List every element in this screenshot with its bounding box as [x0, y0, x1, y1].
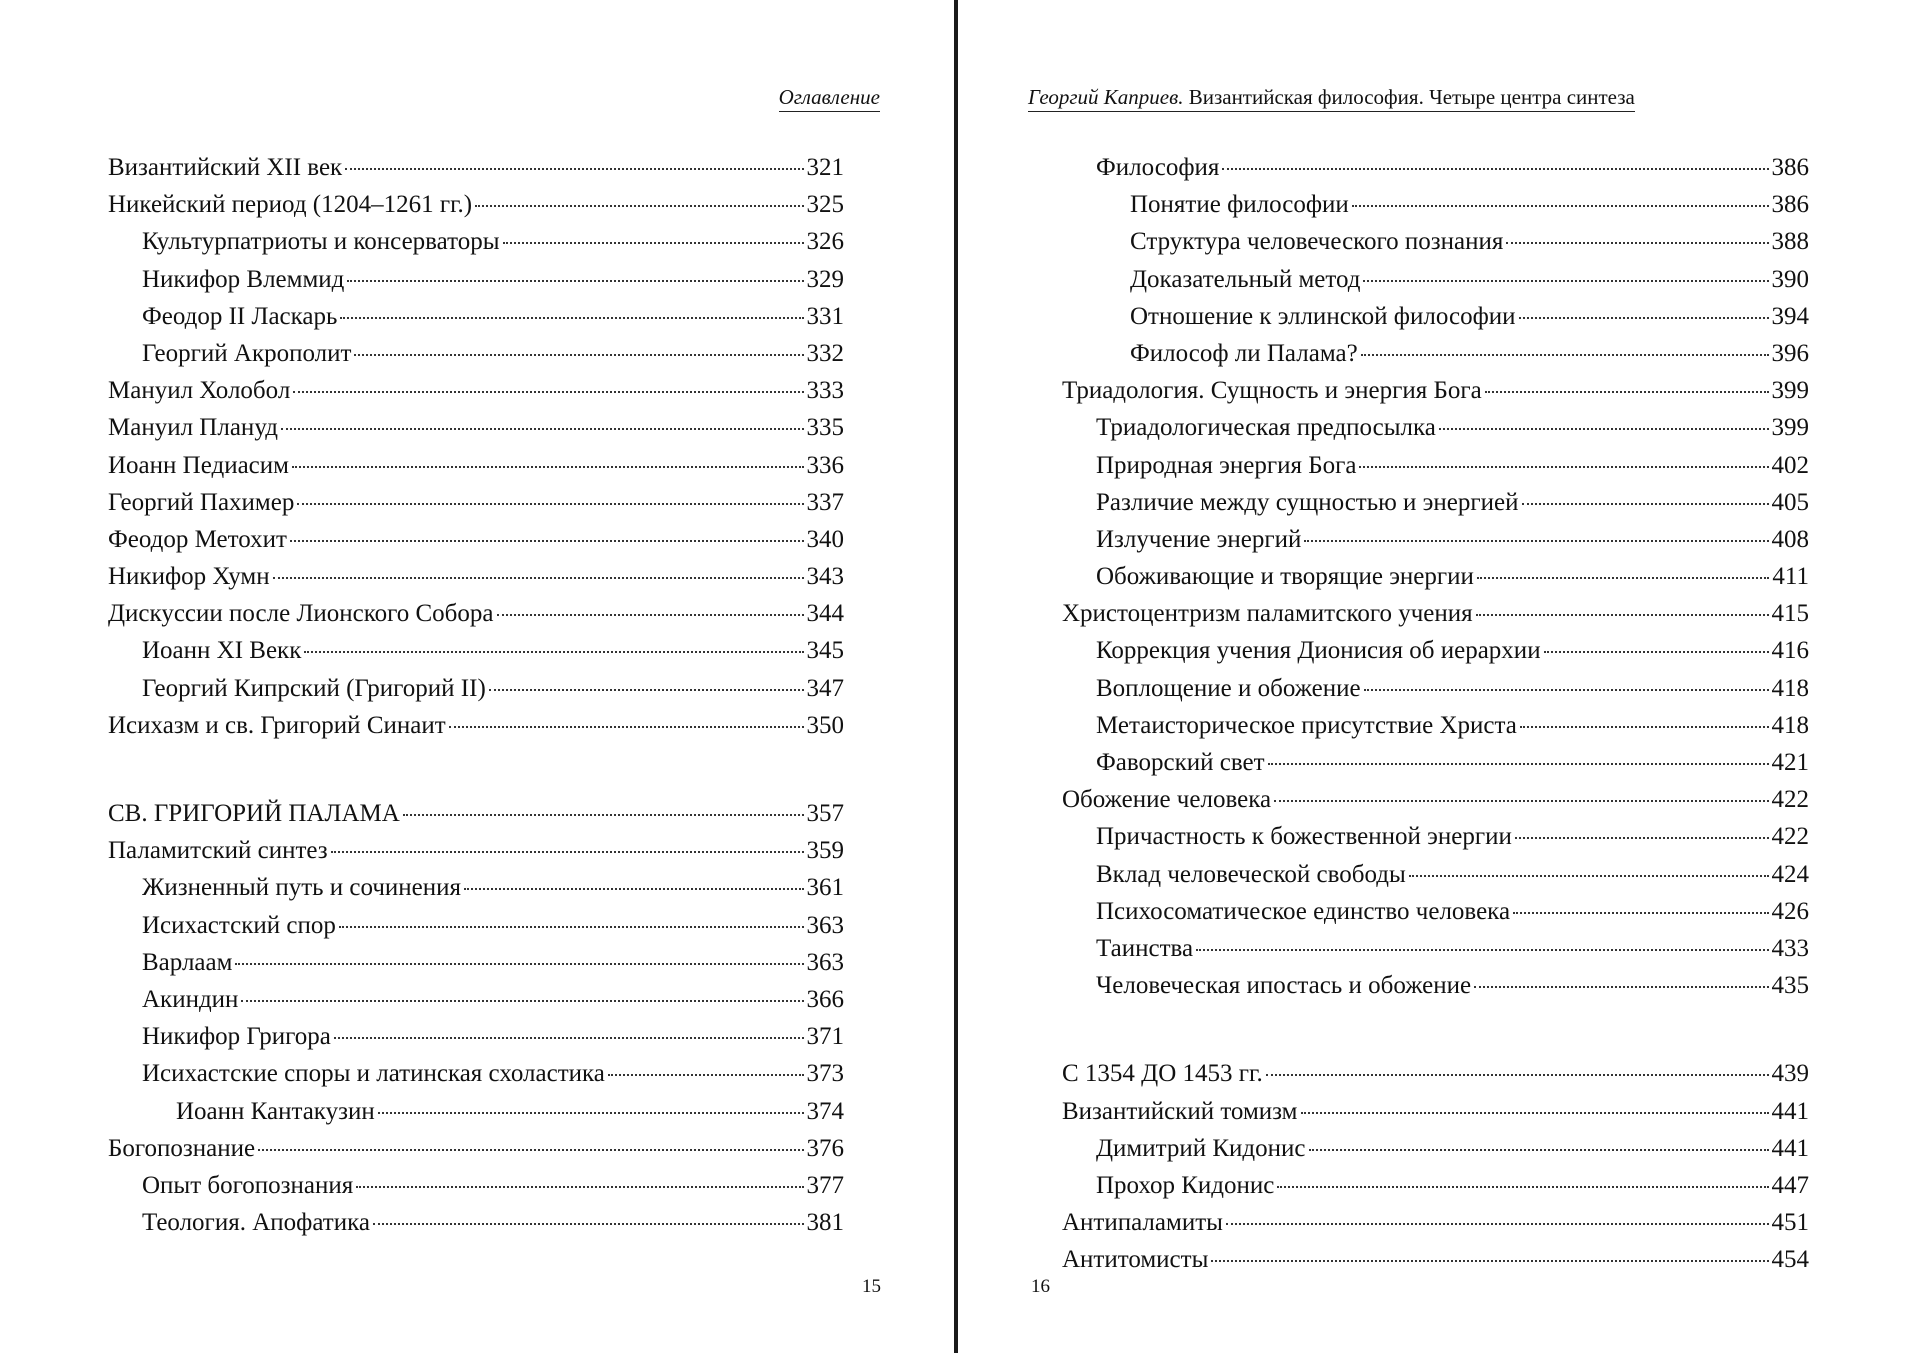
toc-entry[interactable] [1062, 632, 1809, 669]
toc-entry[interactable] [108, 186, 844, 223]
dot-leader [293, 391, 803, 393]
toc-entry[interactable] [1062, 595, 1809, 632]
toc-entry-title: Георгий Акрополит [142, 339, 352, 367]
dot-leader [1309, 1149, 1769, 1151]
toc-entry-title: Паламитский синтез [108, 837, 328, 865]
toc-entry-page: 435 [1771, 972, 1809, 1000]
toc-entry-page: 363 [806, 948, 844, 976]
toc-entry-title: СВ. ГРИГОРИЙ ПАЛАМА [108, 800, 400, 827]
toc-entry-title: Причастность к божественной энергии [1096, 823, 1512, 851]
toc-entry-page: 344 [806, 600, 844, 628]
dot-leader [345, 168, 803, 170]
dot-leader [1477, 577, 1770, 579]
dot-leader [1485, 391, 1769, 393]
dot-leader [273, 577, 804, 579]
toc-entry[interactable] [108, 261, 844, 298]
toc-entry[interactable] [1062, 1055, 1809, 1092]
toc-entry-page: 321 [806, 154, 844, 181]
toc-entry[interactable] [1062, 1167, 1809, 1204]
toc-entry-title: Обожение человека [1062, 786, 1272, 814]
toc-entry[interactable] [1062, 409, 1809, 446]
dot-leader [235, 963, 803, 965]
toc-entry[interactable] [108, 1055, 844, 1092]
toc-entry[interactable] [1062, 818, 1809, 855]
toc-entry-title: Вклад человеческой свободы [1096, 860, 1406, 888]
toc-entry-page: 337 [806, 488, 844, 516]
toc-entry-title: Феодор Метохит [108, 525, 287, 553]
dot-leader [1196, 949, 1768, 951]
toc-entry[interactable] [1062, 261, 1809, 298]
toc-entry-title: Георгий Пахимер [108, 488, 295, 516]
toc-entry-page: 408 [1771, 525, 1809, 553]
toc-entry-title: Обоживающие и творящие энергии [1096, 563, 1474, 591]
dot-leader [339, 926, 804, 928]
dot-leader [290, 540, 804, 542]
toc-entry[interactable] [108, 521, 844, 558]
header-title: Оглавление [778, 85, 880, 109]
dot-leader [1301, 1112, 1769, 1114]
toc-entry-title: Прохор Кидонис [1096, 1171, 1275, 1199]
toc-entry-title: Человеческая ипостась и обожение [1096, 972, 1472, 1000]
toc-entry-title: Психосоматическое единство человека [1096, 897, 1511, 925]
toc-entry-title: Византийский томизм [1062, 1097, 1298, 1125]
toc-entry-title: Димитрий Кидонис [1096, 1134, 1306, 1162]
toc-entry-page: 374 [806, 1097, 844, 1125]
toc-list-left [108, 149, 844, 1241]
toc-entry-page: 333 [806, 377, 844, 405]
dot-leader [403, 814, 804, 816]
toc-entry-page: 336 [806, 451, 844, 479]
toc-entry-title: Богопознание [108, 1134, 256, 1162]
toc-entry[interactable] [108, 409, 844, 446]
toc-entry-title: Триадологическая предпосылка [1096, 414, 1436, 442]
toc-entry-page: 439 [1771, 1060, 1809, 1088]
toc-entry-page: 377 [806, 1171, 844, 1199]
toc-entry-page: 343 [806, 563, 844, 591]
toc-entry-page: 415 [1771, 600, 1809, 628]
toc-entry[interactable] [1062, 930, 1809, 967]
toc-entry-page: 347 [806, 674, 844, 702]
dot-leader [1361, 354, 1769, 356]
toc-entry[interactable] [108, 944, 844, 981]
toc-entry-page: 325 [806, 191, 844, 219]
toc-entry[interactable] [108, 981, 844, 1018]
toc-entry-title: Философия [1096, 154, 1220, 181]
dot-leader [356, 1186, 803, 1188]
toc-entry[interactable] [1062, 186, 1809, 223]
toc-entry-page: 426 [1771, 897, 1809, 925]
toc-entry-title: Дискуссии после Лионского Собора [108, 600, 494, 628]
toc-entry[interactable] [108, 707, 844, 744]
toc-entry[interactable] [1062, 744, 1809, 781]
toc-entry-title: Иоанн Педиасим [108, 451, 289, 479]
toc-entry-title: Иоанн Кантакузин [176, 1097, 375, 1125]
toc-entry-title: Жизненный путь и сочинения [142, 874, 462, 902]
toc-entry-title: Исихастский спор [142, 911, 336, 939]
dot-leader [297, 503, 803, 505]
toc-entry-title: Никифор Хумн [108, 563, 270, 591]
toc-entry-page: 357 [806, 800, 844, 827]
dot-leader [1274, 800, 1768, 802]
toc-entry[interactable] [108, 1018, 844, 1055]
toc-entry[interactable] [108, 1130, 844, 1167]
toc-entry-page: 422 [1771, 786, 1809, 814]
toc-entry-title: Иоанн XI Векк [142, 637, 302, 665]
dot-leader [1364, 689, 1769, 691]
dot-leader [1506, 242, 1768, 244]
dot-leader [449, 726, 804, 728]
dot-leader [304, 651, 803, 653]
dot-leader [1409, 875, 1769, 877]
toc-entry-title: Византийский XII век [108, 154, 343, 181]
toc-entry-page: 390 [1771, 265, 1809, 293]
toc-entry[interactable] [108, 795, 844, 832]
toc-entry[interactable] [1062, 149, 1809, 186]
toc-entry-title: С 1354 ДО 1453 гг. [1062, 1060, 1263, 1088]
toc-entry[interactable] [1062, 298, 1809, 335]
toc-entry-page: 441 [1771, 1097, 1809, 1125]
toc-entry-title: Антипаламиты [1062, 1209, 1223, 1237]
dot-leader [475, 205, 803, 207]
toc-entry[interactable] [1062, 967, 1809, 1004]
toc-entry[interactable] [108, 298, 844, 335]
toc-entry-page: 454 [1771, 1246, 1809, 1274]
toc-entry[interactable] [1062, 558, 1809, 595]
toc-entry-title: Коррекция учения Дионисия об иерархии [1096, 637, 1541, 665]
header-author: Георгий Каприев. [1028, 85, 1184, 109]
toc-entry-title: Георгий Кипрский (Григорий II) [142, 674, 486, 702]
dot-leader [1476, 614, 1769, 616]
toc-entry-page: 405 [1771, 488, 1809, 516]
toc-entry-page: 411 [1772, 563, 1809, 591]
dot-leader [464, 888, 803, 890]
dot-leader [489, 689, 804, 691]
toc-entry-page: 418 [1771, 674, 1809, 702]
toc-entry-page: 345 [806, 637, 844, 665]
dot-leader [503, 242, 804, 244]
toc-entry-title: Антитомисты [1062, 1246, 1209, 1274]
toc-entry-page: 350 [806, 711, 844, 739]
toc-entry[interactable] [1062, 856, 1809, 893]
dot-leader [331, 851, 804, 853]
toc-entry-title: Никифор Григора [142, 1023, 331, 1051]
toc-entry-title: Исихастские споры и латинская схоластика [142, 1060, 605, 1088]
toc-entry[interactable] [108, 1167, 844, 1204]
dot-leader [1266, 1074, 1769, 1076]
toc-entry-title: Христоцентризм паламитского учения [1062, 600, 1473, 628]
toc-entry-title: Культурпатриоты и консерваторы [142, 228, 500, 256]
toc-entry[interactable] [1062, 1241, 1809, 1278]
dot-leader [258, 1149, 803, 1151]
toc-entry[interactable] [108, 484, 844, 521]
toc-entry[interactable] [1062, 670, 1809, 707]
toc-entry-title: Природная энергия Бога [1096, 451, 1357, 479]
toc-entry-page: 402 [1771, 451, 1809, 479]
toc-entry-title: Метаисторическое присутствие Христа [1096, 711, 1517, 739]
page-number-right: 16 [1031, 1276, 1050, 1297]
toc-entry[interactable] [1062, 1093, 1809, 1130]
toc-entry[interactable] [108, 632, 844, 669]
dot-leader [608, 1074, 804, 1076]
toc-entry[interactable] [108, 447, 844, 484]
toc-entry-page: 335 [806, 414, 844, 442]
toc-entry[interactable] [1062, 781, 1809, 818]
toc-entry-title: Мануил Плануд [108, 414, 278, 442]
toc-entry[interactable] [1062, 335, 1809, 372]
toc-entry-page: 416 [1771, 637, 1809, 665]
toc-entry-title: Отношение к эллинской философии [1130, 302, 1516, 330]
toc-entry-page: 386 [1771, 191, 1809, 219]
dot-leader [1363, 280, 1768, 282]
toc-entry[interactable] [108, 907, 844, 944]
toc-entry-page: 447 [1771, 1171, 1809, 1199]
dot-leader [378, 1112, 804, 1114]
toc-entry[interactable] [1062, 447, 1809, 484]
dot-leader [1544, 651, 1769, 653]
toc-entry-page: 373 [806, 1060, 844, 1088]
toc-entry[interactable] [108, 869, 844, 906]
dot-leader [1515, 837, 1769, 839]
toc-entry-page: 441 [1771, 1134, 1809, 1162]
toc-entry-title: Варлаам [142, 948, 233, 976]
toc-entry-title: Исихазм и св. Григорий Синаит [108, 711, 446, 739]
toc-entry[interactable] [108, 595, 844, 632]
toc-entry-page: 366 [806, 985, 844, 1013]
toc-entry-page: 399 [1771, 377, 1809, 405]
dot-leader [340, 317, 803, 319]
toc-list-right [1062, 149, 1809, 1278]
dot-leader [1352, 205, 1769, 207]
toc-entry-title: Теология. Апофатика [142, 1209, 370, 1237]
dot-leader [281, 428, 804, 430]
toc-entry-page: 424 [1771, 860, 1809, 888]
dot-leader [1268, 763, 1769, 765]
dot-leader [241, 1000, 803, 1002]
toc-entry[interactable] [1062, 1204, 1809, 1241]
toc-entry-page: 329 [806, 265, 844, 293]
dot-leader [1513, 912, 1768, 914]
toc-entry[interactable] [1062, 707, 1809, 744]
toc-entry[interactable] [1062, 1130, 1809, 1167]
toc-entry-page: 326 [806, 228, 844, 256]
toc-entry-title: Никейский период (1204–1261 гг.) [108, 191, 473, 219]
toc-entry[interactable] [1062, 372, 1809, 409]
toc-entry-page: 371 [806, 1023, 844, 1051]
toc-entry[interactable] [108, 372, 844, 409]
toc-entry-title: Акиндин [142, 985, 239, 1013]
toc-entry-page: 376 [806, 1134, 844, 1162]
toc-entry-page: 361 [806, 874, 844, 902]
toc-entry-title: Философ ли Палама? [1130, 339, 1358, 367]
toc-entry-title: Различие между сущностью и энергией [1096, 488, 1519, 516]
toc-entry-title: Таинства [1096, 934, 1194, 962]
toc-entry-page: 394 [1771, 302, 1809, 330]
toc-entry-page: 388 [1771, 228, 1809, 256]
toc-entry[interactable] [108, 1204, 844, 1241]
toc-entry-title: Феодор II Ласкарь [142, 302, 338, 330]
toc-entry-page: 331 [806, 302, 844, 330]
toc-entry-page: 451 [1771, 1209, 1809, 1237]
toc-entry[interactable] [108, 1093, 844, 1130]
dot-leader [373, 1223, 804, 1225]
dot-leader [334, 1037, 804, 1039]
toc-entry[interactable] [1062, 223, 1809, 260]
dot-leader [1439, 428, 1769, 430]
dot-leader [1359, 466, 1768, 468]
dot-leader [1222, 168, 1768, 170]
dot-leader [1520, 726, 1769, 728]
running-header-right [1028, 84, 1635, 112]
toc-entry-page: 433 [1771, 934, 1809, 962]
dot-leader [354, 354, 803, 356]
dot-leader [1474, 986, 1768, 988]
toc-entry-page: 359 [806, 837, 844, 865]
dot-leader [292, 466, 804, 468]
dot-leader [1519, 317, 1769, 319]
toc-entry-page: 421 [1771, 749, 1809, 776]
dot-leader [1226, 1223, 1769, 1225]
dot-leader [1304, 540, 1768, 542]
toc-entry-title: Триадология. Сущность и энергия Бога [1062, 377, 1482, 405]
toc-entry-title: Воплощение и обожение [1096, 674, 1361, 702]
toc-entry-page: 381 [806, 1209, 844, 1237]
toc-entry-page: 332 [806, 339, 844, 367]
header-book-title: Византийская философия. Четыре центра синтеза [1188, 85, 1635, 109]
toc-entry[interactable] [1062, 484, 1809, 521]
running-header-left [779, 84, 880, 112]
toc-entry-title: Понятие философии [1130, 191, 1349, 219]
toc-entry-title: Мануил Холобол [108, 377, 291, 405]
toc-entry[interactable] [1062, 893, 1809, 930]
toc-entry-page: 386 [1771, 154, 1809, 181]
dot-leader [1277, 1186, 1768, 1188]
toc-entry-title: Никифор Влеммид [142, 265, 345, 293]
toc-entry-title: Доказательный метод [1130, 265, 1361, 293]
page-number-left: 15 [862, 1276, 881, 1297]
toc-entry[interactable] [108, 832, 844, 869]
toc-entry-title: Опыт богопознания [142, 1171, 354, 1199]
toc-entry-title: Фаворский свет [1096, 749, 1265, 776]
toc-entry[interactable] [108, 558, 844, 595]
right-page [958, 0, 1905, 1353]
dot-leader [1211, 1260, 1768, 1262]
toc-entry-title: Структура человеческого познания [1130, 228, 1504, 256]
toc-entry[interactable] [108, 223, 844, 260]
dot-leader [1522, 503, 1769, 505]
dot-leader [497, 614, 804, 616]
toc-entry-page: 396 [1771, 339, 1809, 367]
toc-entry[interactable] [1062, 521, 1809, 558]
toc-entry-page: 418 [1771, 711, 1809, 739]
toc-entry-page: 399 [1771, 414, 1809, 442]
toc-entry-page: 363 [806, 911, 844, 939]
toc-entry[interactable] [108, 335, 844, 372]
dot-leader [347, 280, 803, 282]
toc-entry-page: 340 [806, 525, 844, 553]
toc-entry[interactable] [108, 149, 844, 186]
toc-entry-title: Излучение энергий [1096, 525, 1302, 553]
toc-entry[interactable] [108, 670, 844, 707]
toc-entry-page: 422 [1771, 823, 1809, 851]
